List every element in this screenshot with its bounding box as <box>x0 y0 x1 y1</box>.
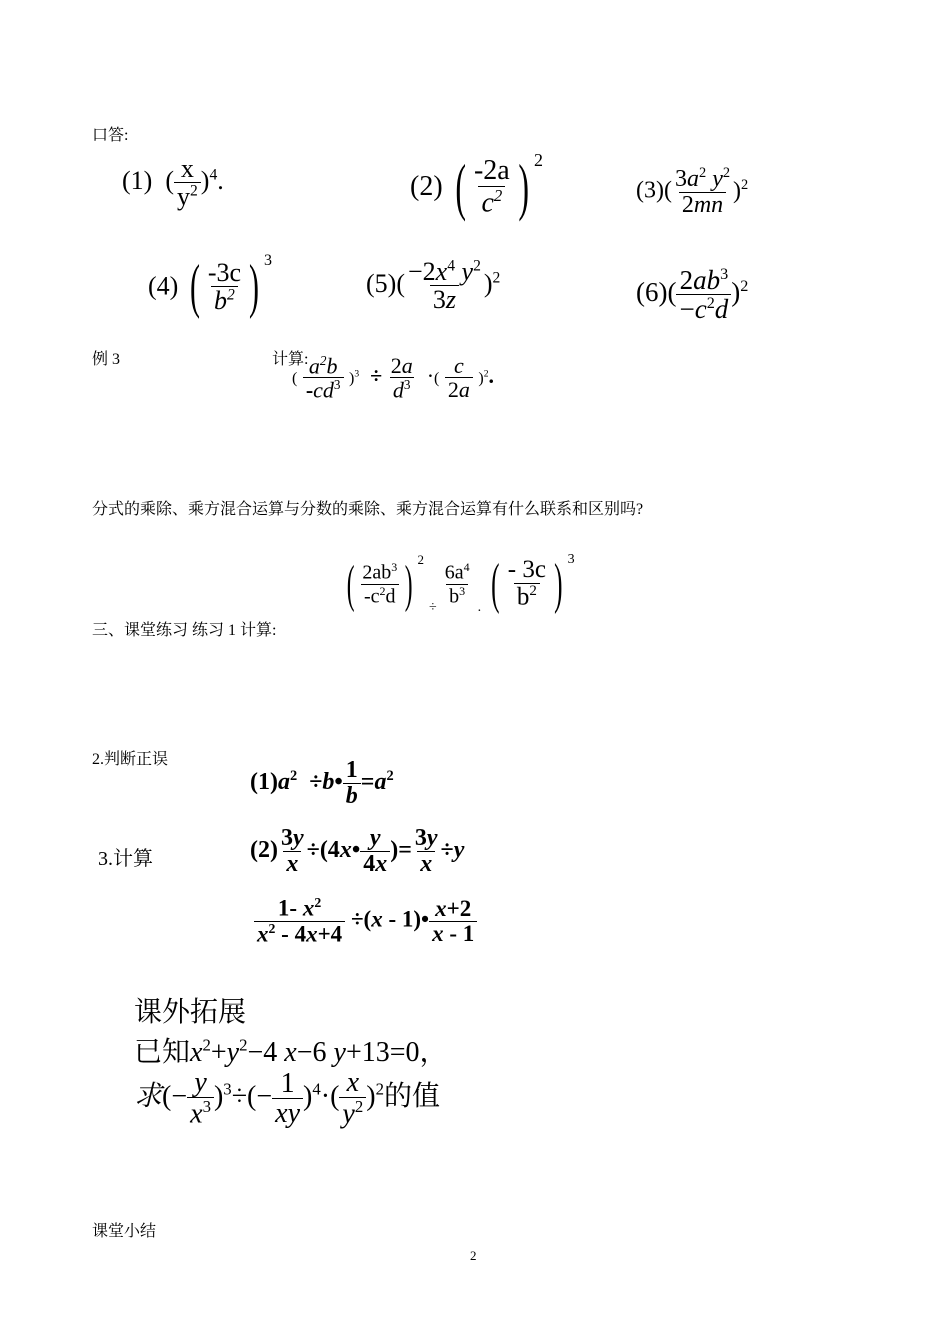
example-label: 例 3 <box>92 351 121 368</box>
practice-label: 三、课堂练习 练习 1 计算: <box>92 622 277 639</box>
oral-item-6-number: (6) <box>636 277 668 308</box>
oral-item-3-number: (3) <box>636 177 664 204</box>
judge-item-2: (2) $\frac{3y}{x}$ ÷(4x• $\frac{y}{4x}$ )= $\frac{3y}{x}$ ÷y <box>250 825 465 878</box>
example-compute-label: 计算: <box>272 351 309 368</box>
practice-expression: ( $\frac{2ab^3}{-c^2d}$ ) $^2$ ÷ $\frac{6a^4}{b^3}$ . ( $\frac{- 3c}{b^2}$ ) $^3$ <box>346 552 575 615</box>
oral-item-1-number: (1) <box>122 165 153 195</box>
oral-item-5-number: (5) <box>366 268 397 298</box>
extension-title: 课外拓展 <box>134 997 247 1028</box>
summary-label: 课堂小结 <box>92 1223 157 1240</box>
extension-value-label: 的值 <box>383 1080 440 1112</box>
oral-label: 口答: <box>92 127 129 144</box>
oral-item-2-number: (2) <box>410 171 443 202</box>
extension-ask-label: 求 <box>134 1080 163 1112</box>
oral-item-4: (4) ( $\frac{-3c}{b^2}$ ) $^3$ <box>148 252 272 319</box>
oral-item-2: (2) ( $\frac{-2a}{c^2}$ ) $^2$ <box>410 150 544 222</box>
judge-item-2-number: (2) <box>250 837 278 864</box>
judge-item-1: $(1)a^2$ ÷b• $\frac{1}{b}$ $=a^2$ <box>250 757 394 810</box>
calc3-expression: $\frac{1- x^2}{x^2 - 4x+4}$ ÷(x - 1)• $\frac{x+2}{x - 1}$ <box>254 896 477 947</box>
extension-ask: 求(− $\frac{y}{x^3}$ )$^3$÷(− $\frac{1}{xy}$ )$^4$·( $\frac{x}{y^2}$ )$^2$的值 <box>134 1067 440 1130</box>
calc3-label: 3.计算 <box>98 848 153 870</box>
oral-item-1: (1) ( $\frac{x}{y^2}$ )$^4$. <box>122 154 224 212</box>
oral-item-4-number: (4) <box>148 271 179 301</box>
oral-item-5: (5)( $\frac{-2x^4 y^2}{3z}$ )$^2$ <box>366 257 501 315</box>
page-number: 2 <box>470 1248 477 1263</box>
extension-given: 已知$x^2+y^2-4$ x−6 y+13=0， <box>134 1035 448 1068</box>
judge-label: 2.判断正误 <box>92 751 169 768</box>
extension-given-label: 已知 <box>134 1037 191 1068</box>
question-text: 分式的乘除、乘方混合运算与分数的乘除、乘方混合运算有什么联系和区别吗? <box>92 501 644 518</box>
oral-item-3: (3)( $\frac{3a^2 y^2}{2mn}$ )$^2$ <box>636 165 749 219</box>
example-expression: ( $\frac{a^2b}{-cd^3}$ )$^3$ ÷ $\frac{2a}{d^3}$ ·( $\frac{c}{2a}$ )$^2$. <box>292 353 494 403</box>
oral-item-6: (6)( $\frac{2ab^3}{-c^2d}$ )$^2$ <box>636 265 749 325</box>
judge-item-1-number: (1) <box>250 769 278 796</box>
